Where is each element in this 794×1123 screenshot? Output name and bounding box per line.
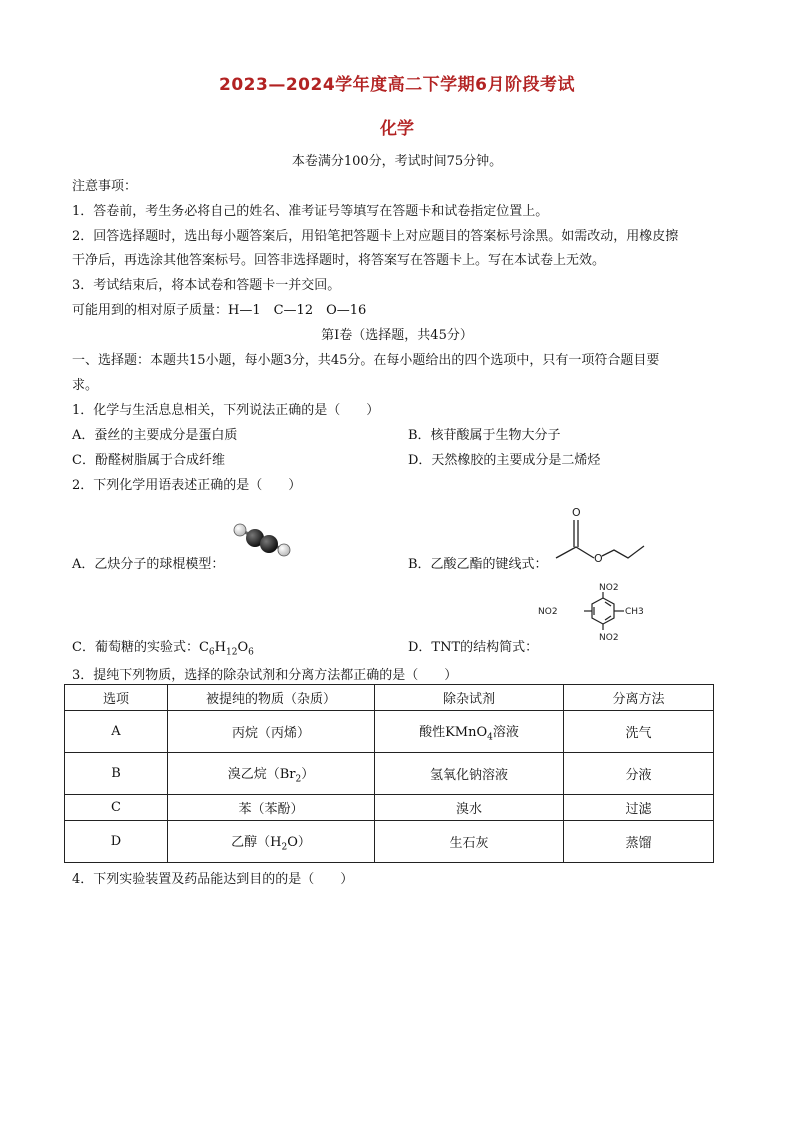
note-item-2-line2: 干净后，再选涂其他答案标号。回答非选择题时，将答案写在答题卡上。写在本试卷上无效。 [72, 253, 606, 268]
q3-cell: 丙烷（丙烯） [168, 711, 375, 753]
q3-header-method: 分离方法 [564, 685, 714, 711]
table-row [65, 711, 714, 753]
q2-option-c-prefix: C．葡萄糖的实验式： [72, 640, 199, 655]
table-row [65, 821, 714, 863]
q2-option-a: A．乙炔分子的球棍模型： [72, 557, 225, 572]
q1-option-b: B．核苷酸属于生物大分子 [408, 428, 561, 443]
q3-cell: 生石灰 [375, 821, 564, 863]
table-row [65, 753, 714, 795]
q3-cell: 分液 [564, 753, 714, 795]
q3-cell: D [65, 821, 168, 863]
q3-cell: C [65, 795, 168, 821]
q2-option-c [72, 636, 254, 658]
tnt-structural-formula [536, 580, 646, 648]
q1-stem: 1．化学与生活息息相关，下列说法正确的是（ ） [72, 403, 380, 418]
exam-subject: 化学 [380, 119, 414, 139]
q3-header-option: 选项 [65, 685, 168, 711]
q2-stem: 2．下列化学用语表述正确的是（ ） [72, 478, 302, 493]
q3-table [64, 684, 714, 863]
note-item-1: 1．答卷前，考生务必将自己的姓名、准考证号等填写在答题卡和试卷指定位置上。 [72, 204, 549, 219]
q4-stem: 4．下列实验装置及药品能达到目的的是（ ） [72, 872, 354, 887]
q3-cell: 溴水 [375, 795, 564, 821]
notes-heading: 注意事项： [72, 179, 138, 194]
section1-intro-line2: 求。 [72, 378, 99, 393]
exam-title: 2023—2024学年度高二下学期6月阶段考试 [219, 75, 575, 95]
ester-carbonyl-o-label: O [572, 506, 581, 519]
q3-cell: 溴乙烷$(Br_2)$ [168, 753, 375, 795]
q3-header-reagent: 除杂试剂 [375, 685, 564, 711]
q3-cell: 洗气 [564, 711, 714, 753]
section1-heading: 第Ⅰ卷（选择题，共45分） [321, 328, 473, 343]
note-item-3: 3．考试结束后，将本试卷和答题卡一并交回。 [72, 278, 341, 293]
glucose-empirical-formula: $C_6H_{12}O_6$ [198, 640, 254, 658]
q3-cell: 过滤 [564, 795, 714, 821]
tnt-ch3-label: CH3 [625, 607, 644, 617]
exam-info: 本卷满分100分，考试时间75分钟。 [291, 154, 503, 169]
q3-cell: B [65, 753, 168, 795]
q2-option-d: D．TNT的结构简式： [408, 640, 539, 655]
q3-header-substance: 被提纯的物质（杂质） [168, 685, 375, 711]
section1-intro-line1: 一、选择题：本题共15小题，每小题3分，共45分。在每小题给出的四个选项中，只有一项符合题目要 [72, 353, 660, 368]
q3-cell: 氢氧化钠溶液 [375, 753, 564, 795]
q1-option-a: A．蚕丝的主要成分是蛋白质 [72, 428, 238, 443]
atomic-mass-line: 可能用到的相对原子质量：H—1 C—12 O—16 [72, 303, 367, 318]
ester-o-label: O [594, 552, 603, 564]
q1-option-c: C．酚醛树脂属于合成纤维 [72, 453, 225, 468]
ethyl-acetate-skeletal-formula [552, 502, 648, 564]
tnt-no2-bottom-label: NO2 [599, 633, 619, 643]
q3-cell: 苯（苯酚） [168, 795, 375, 821]
tnt-no2-left-label: NO2 [538, 607, 558, 617]
q2-option-b: B．乙酸乙酯的键线式： [408, 557, 548, 572]
q3-cell: 酸性KMnO$_4$溶液 [375, 711, 564, 753]
q1-option-d: D．天然橡胶的主要成分是二烯烃 [408, 453, 601, 468]
table-row [65, 795, 714, 821]
tnt-no2-top-label: NO2 [599, 583, 619, 593]
q3-stem: 3．提纯下列物质，选择的除杂试剂和分离方法都正确的是（ ） [72, 668, 458, 683]
note-item-2-line1: 2．回答选择题时，选出每小题答案后，用铅笔把答题卡上对应题目的答案标号涂黑。如需改动，用橡皮擦 [72, 229, 679, 244]
q3-cell: A [65, 711, 168, 753]
q3-cell: 蒸馏 [564, 821, 714, 863]
acetylene-ball-stick-model [230, 520, 294, 560]
q3-cell: 乙醇$(H_2O)$ [168, 821, 375, 863]
q3-table-header-row [65, 685, 714, 711]
